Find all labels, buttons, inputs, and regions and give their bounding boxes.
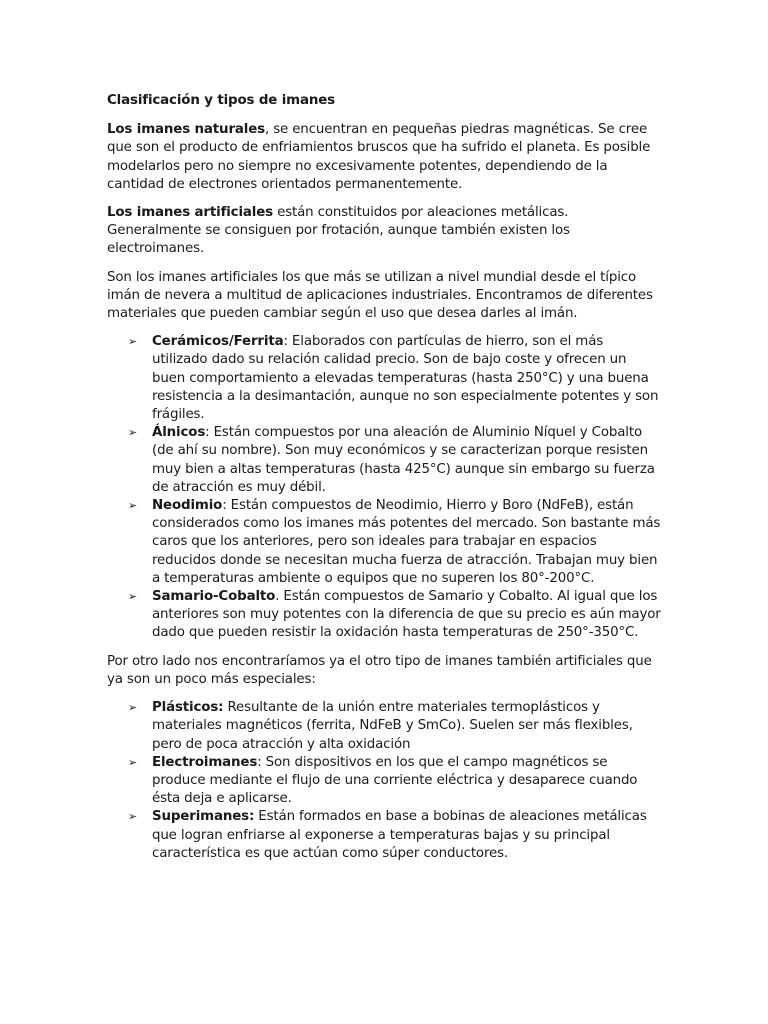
item-term: Electroimanes [152, 754, 258, 770]
paragraph-text: , se encuentran en pequeñas piedras magnéticas. Se cree que son el producto de enfriamientos bruscos que ha sufrido el planeta. Es posible modelarlos pero no siempre no excesivamente potentes, dependiendo de la cantidad de electrones orientados permanentemente. [107, 122, 651, 192]
arrow-bullet-icon: ➢ [128, 335, 138, 349]
document-title: Clasificación y tipos de imanes [107, 93, 335, 108]
item-term: Samario-Cobalto [152, 589, 276, 605]
item-term: Superimanes: [152, 809, 255, 825]
list-item [107, 699, 662, 754]
material-types-list [107, 333, 662, 642]
paragraph-uso-artificiales [107, 269, 662, 324]
paragraph-imanes-naturales [107, 121, 662, 194]
item-text: . Están compuestos de Samario y Cobalto. Al igual que los anteriores son muy potentes con la diferencia de que su precio es aún mayor dado que pueden resistir la oxidación hasta temperaturas de 250°-350°C. [152, 589, 661, 641]
special-types-list [107, 699, 662, 863]
item-term: Álnicos [152, 425, 206, 441]
item-term: Plásticos: [152, 700, 224, 716]
item-text: : Son dispositivos en los que el campo magnéticos se produce mediante el flujo de una corriente eléctrica y desaparece cuando ésta deja e aplicarse. [152, 754, 638, 807]
arrow-bullet-icon: ➢ [128, 701, 138, 715]
paragraph-otros-tipos: Por otro lado nos encontraríamos ya el otro tipo de imanes también artificiales que ya son un poco más especiales: [107, 653, 652, 687]
term-imanes-naturales: Los imanes naturales [107, 122, 265, 138]
paragraph-imanes-artificiales [107, 204, 662, 259]
item-text: : Elaborados con partículas de hierro, son el más utilizado dado su relación calidad precio. Son de bajo coste y ofrecen un buen comportamiento a elevadas temperaturas (hasta 250°C) y una buena resistencia a la desimantación, aunque no son especialmente potentes y son frágiles. [152, 334, 659, 423]
list-item [107, 754, 662, 809]
item-text: Resultante de la unión entre materiales termoplásticos y materiales magnéticos (ferrita, NdFeB y SmCo). Suelen ser más flexibles, pero de poca atracción y alta oxidación [152, 700, 633, 752]
item-term: Cerámicos/Ferrita [152, 334, 284, 350]
list-item [107, 588, 662, 643]
arrow-bullet-icon: ➢ [128, 755, 138, 769]
term-imanes-artificiales: Los imanes artificiales [107, 205, 273, 221]
list-item [107, 424, 662, 497]
paragraph-text: Son los imanes artificiales los que más se utilizan a nivel mundial desde el típico imán de nevera a multitud de aplicaciones industriales. Encontramos de diferentes materiales que pueden cambiar según el uso que desea darles al imán. [107, 269, 653, 322]
arrow-bullet-icon: ➢ [128, 499, 138, 513]
document-page [107, 92, 662, 873]
item-term: Neodimio [152, 498, 223, 514]
arrow-bullet-icon: ➢ [128, 426, 138, 440]
item-text: : Están compuestos de Neodimio, Hierro y Boro (NdFeB), están considerados como los imanes más potentes del mercado. Son bastante más caros que los anteriores, pero son ideales para trabajar en espacios reducidos donde se necesitan mucha fuerza de atracción. Trabajan muy bien a temperaturas ambiente o equipos que no superen los 80°-200°C. [152, 498, 661, 586]
item-text: Están formados en base a bobinas de aleaciones metálicas que logran enfriarse al exponerse a temperaturas bajas y su principal característica es que actúan como súper conductores. [152, 809, 647, 861]
paragraph-text: están constituidos por aleaciones metálicas. Generalmente se consiguen por frotación, aunque también existen los electroimanes. [107, 205, 570, 257]
list-item [107, 808, 662, 863]
arrow-bullet-icon: ➢ [128, 590, 138, 604]
list-item [107, 333, 662, 424]
list-item [107, 497, 662, 588]
item-text: : Están compuestos por una aleación de Aluminio Níquel y Cobalto (de ahí su nombre). Son muy económicos y se caracterizan porque resisten muy bien a altas temperaturas (hasta 425°C) aunque sin embargo su fuerza de atracción es muy débil. [152, 425, 655, 495]
arrow-bullet-icon: ➢ [128, 810, 138, 824]
